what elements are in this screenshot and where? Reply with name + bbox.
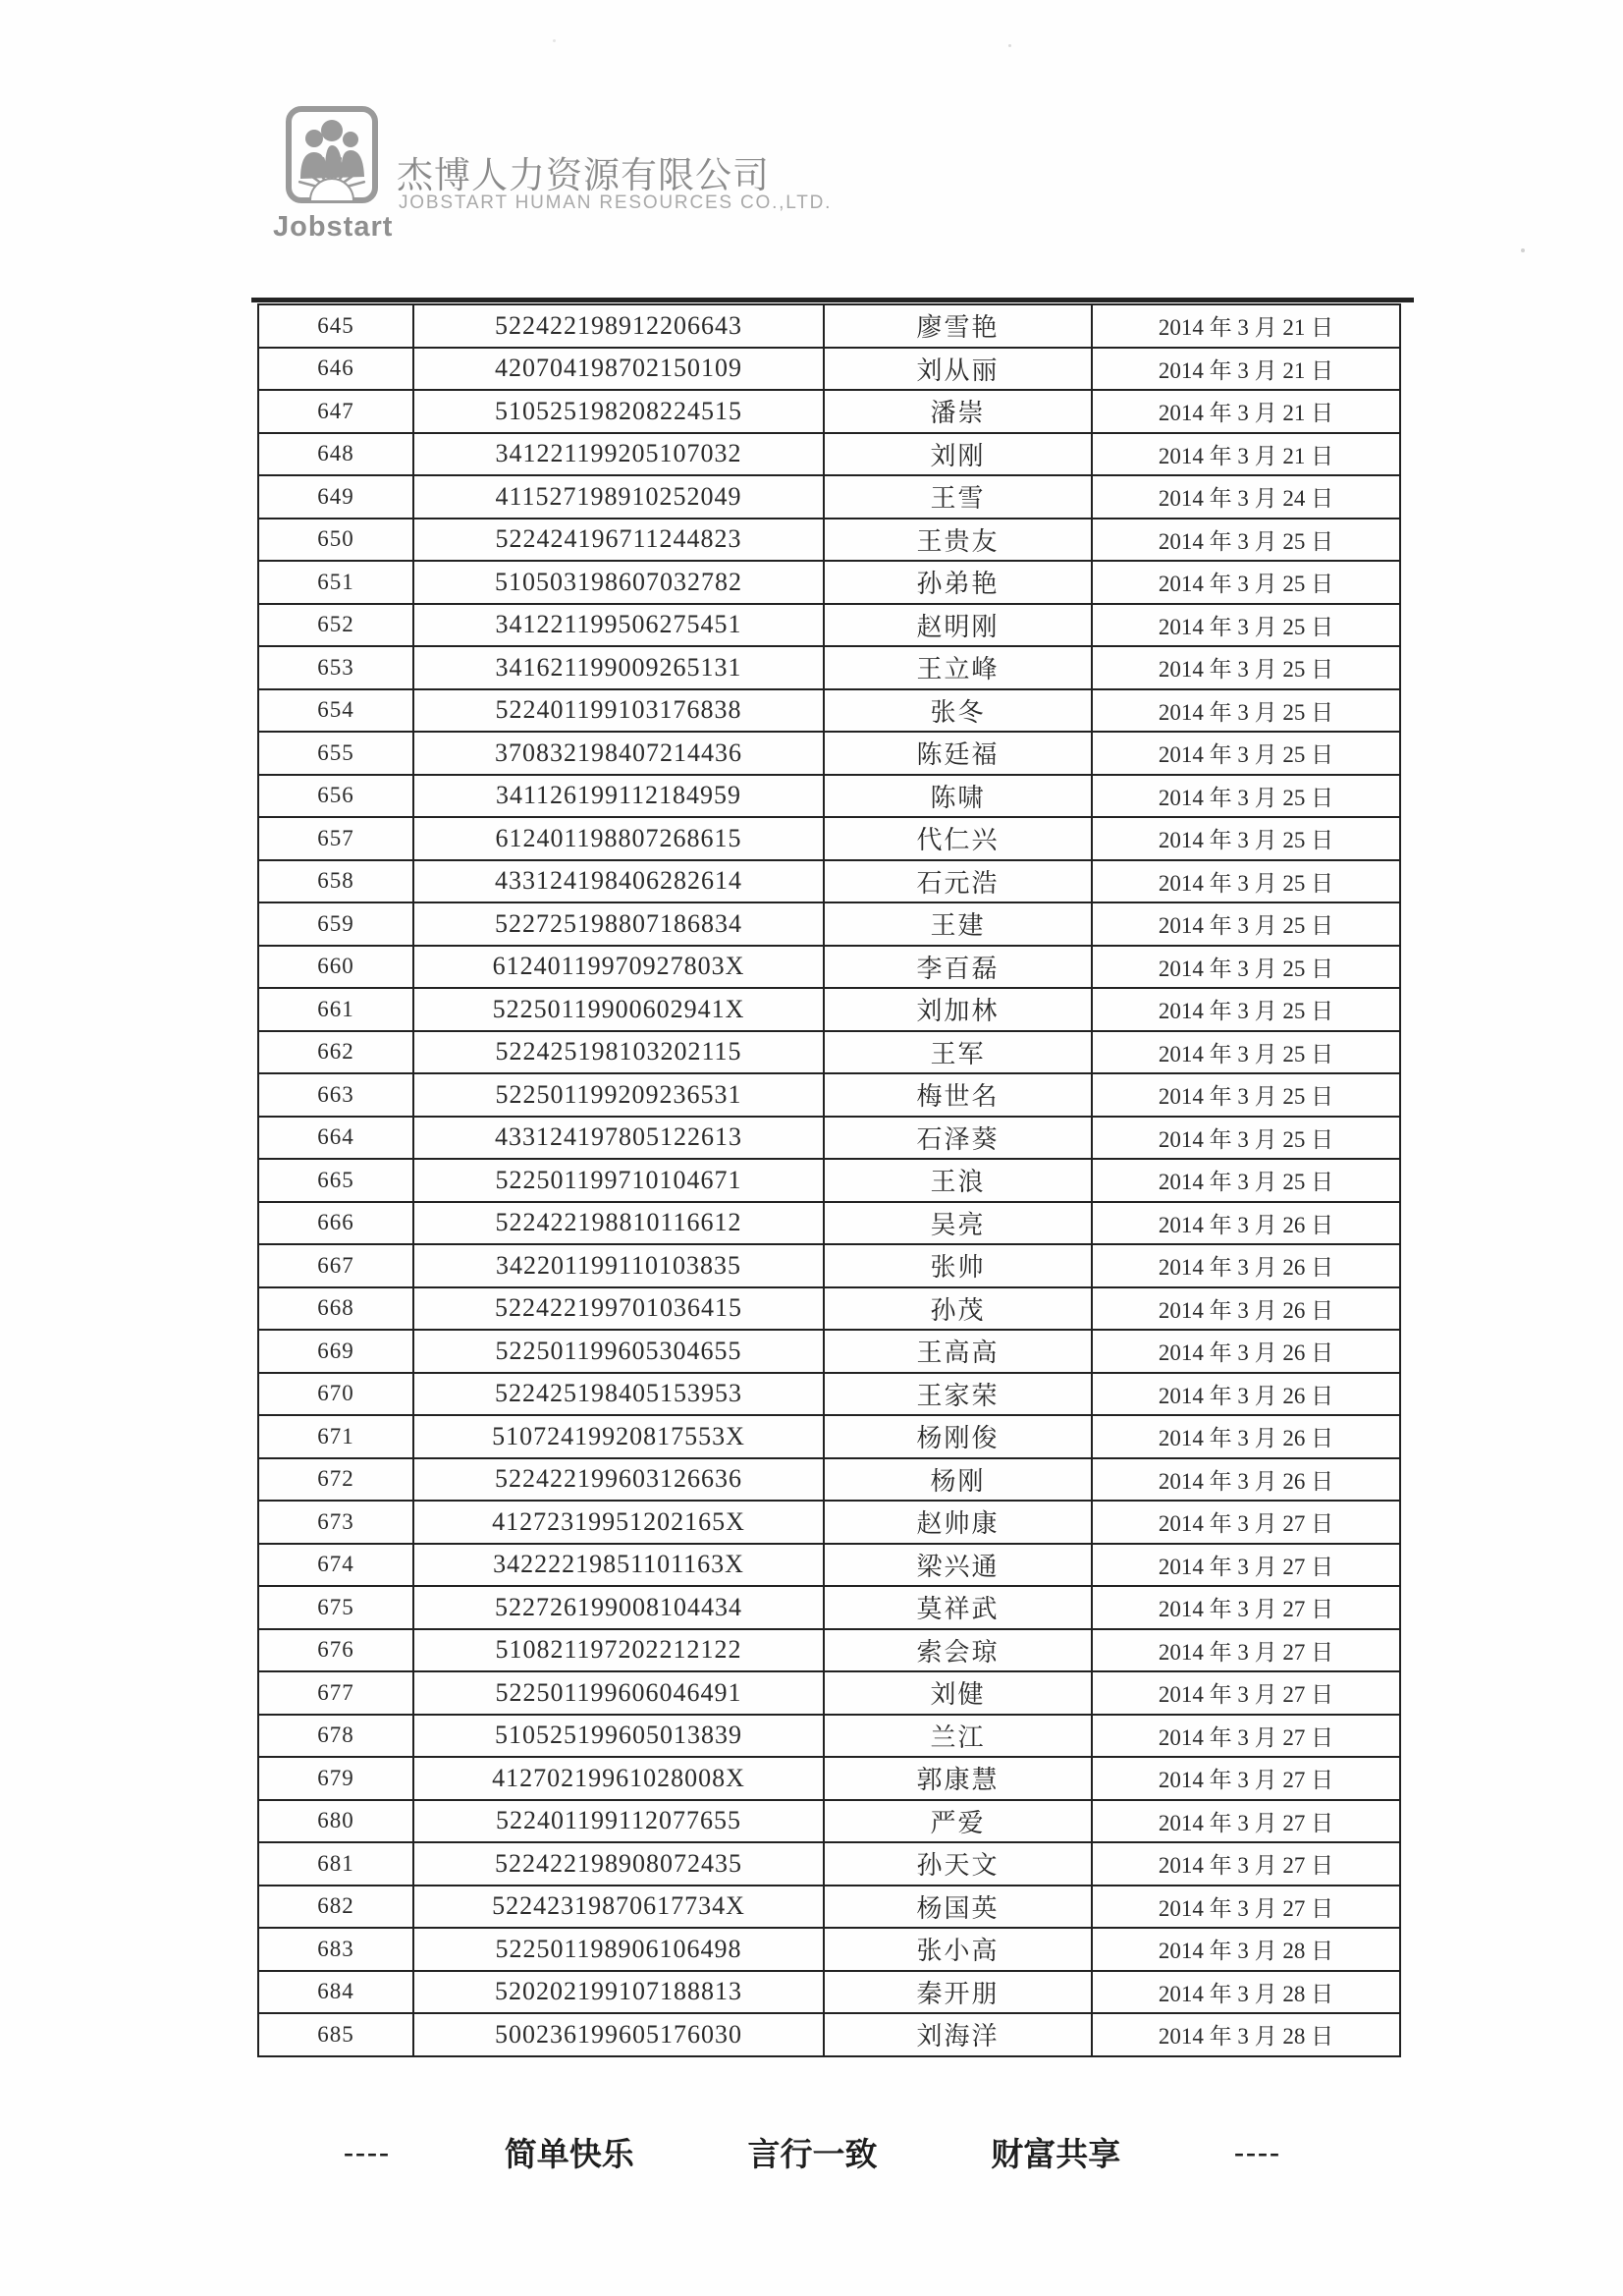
table-row xyxy=(258,1202,1400,1245)
table-row xyxy=(258,1330,1400,1373)
table-row xyxy=(258,1373,1400,1416)
date-cell: 2014 年 3 月 28 日 xyxy=(1092,2013,1400,2056)
date-cell: 2014 年 3 月 25 日 xyxy=(1092,775,1400,818)
name-cell: 孙天文 xyxy=(824,1842,1092,1886)
row-number-cell: 647 xyxy=(258,390,413,433)
date-cell: 2014 年 3 月 25 日 xyxy=(1092,646,1400,689)
date-cell: 2014 年 3 月 25 日 xyxy=(1092,817,1400,860)
name-cell: 刘海洋 xyxy=(824,2013,1092,2056)
table-row xyxy=(258,1757,1400,1800)
date-cell: 2014 年 3 月 25 日 xyxy=(1092,689,1400,733)
table-row xyxy=(258,1671,1400,1715)
id-number-cell: 341221199205107032 xyxy=(413,433,824,476)
company-name-en: JOBSTART HUMAN RESOURCES CO.,LTD. xyxy=(399,192,833,213)
row-number-cell: 649 xyxy=(258,475,413,519)
table-row xyxy=(258,1586,1400,1629)
id-number-cell: 522422199701036415 xyxy=(413,1287,824,1331)
id-number-cell: 522401199112077655 xyxy=(413,1800,824,1843)
id-number-cell: 520202199107188813 xyxy=(413,1971,824,2014)
row-number-cell: 681 xyxy=(258,1842,413,1886)
table-row xyxy=(258,304,1400,348)
row-number-cell: 670 xyxy=(258,1373,413,1416)
table-row xyxy=(258,604,1400,647)
date-cell: 2014 年 3 月 21 日 xyxy=(1092,304,1400,348)
table-row xyxy=(258,390,1400,433)
date-cell: 2014 年 3 月 27 日 xyxy=(1092,1586,1400,1629)
id-number-cell: 522424196711244823 xyxy=(413,519,824,562)
name-cell: 王军 xyxy=(824,1031,1092,1074)
name-cell: 陈廷福 xyxy=(824,732,1092,775)
table-row xyxy=(258,1244,1400,1287)
logo-block xyxy=(273,106,394,244)
table-row xyxy=(258,433,1400,476)
date-cell: 2014 年 3 月 26 日 xyxy=(1092,1373,1400,1416)
table-row xyxy=(258,1544,1400,1587)
row-number-cell: 662 xyxy=(258,1031,413,1074)
name-cell: 刘从丽 xyxy=(824,348,1092,391)
row-number-cell: 656 xyxy=(258,775,413,818)
table-row xyxy=(258,1287,1400,1331)
table-row xyxy=(258,946,1400,989)
date-cell: 2014 年 3 月 25 日 xyxy=(1092,946,1400,989)
name-cell: 潘崇 xyxy=(824,390,1092,433)
row-number-cell: 661 xyxy=(258,988,413,1031)
footer-slogan-words: 言行一致 xyxy=(747,2138,878,2173)
id-number-cell: 500236199605176030 xyxy=(413,2013,824,2056)
id-number-cell: 370832198407214436 xyxy=(413,732,824,775)
id-number-cell: 51072419920817553X xyxy=(413,1415,824,1458)
id-number-cell: 61240119970927803X xyxy=(413,946,824,989)
id-number-cell: 522422198912206643 xyxy=(413,304,824,348)
row-number-cell: 654 xyxy=(258,689,413,733)
row-number-cell: 663 xyxy=(258,1073,413,1117)
name-cell: 刘健 xyxy=(824,1671,1092,1715)
date-cell: 2014 年 3 月 27 日 xyxy=(1092,1629,1400,1672)
row-number-cell: 685 xyxy=(258,2013,413,2056)
id-number-cell: 522422198810116612 xyxy=(413,1202,824,1245)
date-cell: 2014 年 3 月 25 日 xyxy=(1092,860,1400,903)
name-cell: 杨刚俊 xyxy=(824,1415,1092,1458)
row-number-cell: 678 xyxy=(258,1715,413,1758)
table-row xyxy=(258,1073,1400,1117)
name-cell: 张小高 xyxy=(824,1928,1092,1971)
date-cell: 2014 年 3 月 25 日 xyxy=(1092,1159,1400,1202)
table-row xyxy=(258,1928,1400,1971)
name-cell: 赵帅康 xyxy=(824,1501,1092,1544)
table-row xyxy=(258,1117,1400,1160)
footer-slogans xyxy=(344,2129,1281,2175)
table-row xyxy=(258,689,1400,733)
date-cell: 2014 年 3 月 25 日 xyxy=(1092,988,1400,1031)
date-cell: 2014 年 3 月 26 日 xyxy=(1092,1415,1400,1458)
id-number-cell: 522422199603126636 xyxy=(413,1458,824,1502)
scan-speck xyxy=(553,39,556,42)
id-number-cell: 522501199605304655 xyxy=(413,1330,824,1373)
date-cell: 2014 年 3 月 27 日 xyxy=(1092,1886,1400,1929)
name-cell: 刘加林 xyxy=(824,988,1092,1031)
row-number-cell: 657 xyxy=(258,817,413,860)
date-cell: 2014 年 3 月 28 日 xyxy=(1092,1971,1400,2014)
name-cell: 郭康慧 xyxy=(824,1757,1092,1800)
table-top-rule xyxy=(251,298,1414,302)
id-number-cell: 612401198807268615 xyxy=(413,817,824,860)
row-number-cell: 677 xyxy=(258,1671,413,1715)
table-row xyxy=(258,2013,1400,2056)
table-row xyxy=(258,988,1400,1031)
date-cell: 2014 年 3 月 24 日 xyxy=(1092,475,1400,519)
scan-speck xyxy=(1521,248,1525,252)
table-row xyxy=(258,1800,1400,1843)
table-row xyxy=(258,1159,1400,1202)
id-number-cell: 342201199110103835 xyxy=(413,1244,824,1287)
name-cell: 梅世名 xyxy=(824,1073,1092,1117)
table-row xyxy=(258,732,1400,775)
id-number-cell: 522501199710104671 xyxy=(413,1159,824,1202)
table-row xyxy=(258,1715,1400,1758)
row-number-cell: 659 xyxy=(258,902,413,946)
date-cell: 2014 年 3 月 25 日 xyxy=(1092,561,1400,604)
date-cell: 2014 年 3 月 27 日 xyxy=(1092,1715,1400,1758)
date-cell: 2014 年 3 月 25 日 xyxy=(1092,1031,1400,1074)
id-number-cell: 522501199209236531 xyxy=(413,1073,824,1117)
name-cell: 石元浩 xyxy=(824,860,1092,903)
date-cell: 2014 年 3 月 25 日 xyxy=(1092,902,1400,946)
row-number-cell: 645 xyxy=(258,304,413,348)
name-cell: 杨刚 xyxy=(824,1458,1092,1502)
id-number-cell: 341126199112184959 xyxy=(413,775,824,818)
date-cell: 2014 年 3 月 21 日 xyxy=(1092,433,1400,476)
row-number-cell: 646 xyxy=(258,348,413,391)
footer-dash-left: ---- xyxy=(344,2135,391,2168)
table-row xyxy=(258,1629,1400,1672)
scan-speck xyxy=(1008,44,1011,47)
name-cell: 吴亮 xyxy=(824,1202,1092,1245)
name-cell: 杨国英 xyxy=(824,1886,1092,1929)
name-cell: 王贵友 xyxy=(824,519,1092,562)
name-cell: 刘刚 xyxy=(824,433,1092,476)
footer-slogan-wealth: 财富共享 xyxy=(991,2138,1121,2173)
table-row xyxy=(258,348,1400,391)
id-number-cell: 341621199009265131 xyxy=(413,646,824,689)
row-number-cell: 667 xyxy=(258,1244,413,1287)
name-cell: 莫祥武 xyxy=(824,1586,1092,1629)
date-cell: 2014 年 3 月 21 日 xyxy=(1092,390,1400,433)
id-number-cell: 510525199605013839 xyxy=(413,1715,824,1758)
date-cell: 2014 年 3 月 26 日 xyxy=(1092,1458,1400,1502)
id-number-cell: 522401199103176838 xyxy=(413,689,824,733)
row-number-cell: 682 xyxy=(258,1886,413,1929)
roster-table xyxy=(257,303,1401,2057)
name-cell: 王建 xyxy=(824,902,1092,946)
table-row xyxy=(258,817,1400,860)
date-cell: 2014 年 3 月 27 日 xyxy=(1092,1671,1400,1715)
table-row xyxy=(258,1031,1400,1074)
id-number-cell: 522425198103202115 xyxy=(413,1031,824,1074)
id-number-cell: 34222219851101163X xyxy=(413,1544,824,1587)
id-number-cell: 522501198906106498 xyxy=(413,1928,824,1971)
table-row xyxy=(258,1501,1400,1544)
name-cell: 王家荣 xyxy=(824,1373,1092,1416)
id-number-cell: 522425198405153953 xyxy=(413,1373,824,1416)
id-number-cell: 411527198910252049 xyxy=(413,475,824,519)
id-number-cell: 41272319951202165X xyxy=(413,1501,824,1544)
row-number-cell: 684 xyxy=(258,1971,413,2014)
row-number-cell: 652 xyxy=(258,604,413,647)
row-number-cell: 660 xyxy=(258,946,413,989)
name-cell: 索会琼 xyxy=(824,1629,1092,1672)
date-cell: 2014 年 3 月 27 日 xyxy=(1092,1544,1400,1587)
logo-wordmark: Jobstart xyxy=(273,211,394,243)
date-cell: 2014 年 3 月 28 日 xyxy=(1092,1928,1400,1971)
row-number-cell: 650 xyxy=(258,519,413,562)
date-cell: 2014 年 3 月 25 日 xyxy=(1092,732,1400,775)
name-cell: 廖雪艳 xyxy=(824,304,1092,348)
name-cell: 秦开朋 xyxy=(824,1971,1092,2014)
date-cell: 2014 年 3 月 27 日 xyxy=(1092,1800,1400,1843)
table-row xyxy=(258,475,1400,519)
id-number-cell: 522725198807186834 xyxy=(413,902,824,946)
name-cell: 孙弟艳 xyxy=(824,561,1092,604)
table-row xyxy=(258,1458,1400,1502)
row-number-cell: 665 xyxy=(258,1159,413,1202)
row-number-cell: 666 xyxy=(258,1202,413,1245)
id-number-cell: 52250119900602941X xyxy=(413,988,824,1031)
table-row xyxy=(258,1971,1400,2014)
id-number-cell: 522501199606046491 xyxy=(413,1671,824,1715)
row-number-cell: 671 xyxy=(258,1415,413,1458)
date-cell: 2014 年 3 月 26 日 xyxy=(1092,1202,1400,1245)
table-row xyxy=(258,775,1400,818)
footer-slogan-simple: 简单快乐 xyxy=(504,2138,634,2173)
id-number-cell: 433124198406282614 xyxy=(413,860,824,903)
id-number-cell: 52242319870617734X xyxy=(413,1886,824,1929)
name-cell: 王浪 xyxy=(824,1159,1092,1202)
date-cell: 2014 年 3 月 21 日 xyxy=(1092,348,1400,391)
id-number-cell: 510525198208224515 xyxy=(413,390,824,433)
row-number-cell: 658 xyxy=(258,860,413,903)
date-cell: 2014 年 3 月 25 日 xyxy=(1092,1117,1400,1160)
row-number-cell: 679 xyxy=(258,1757,413,1800)
company-name-zh: 杰博人力资源有限公司 xyxy=(397,156,770,196)
name-cell: 王雪 xyxy=(824,475,1092,519)
row-number-cell: 675 xyxy=(258,1586,413,1629)
row-number-cell: 664 xyxy=(258,1117,413,1160)
table-row xyxy=(258,1415,1400,1458)
date-cell: 2014 年 3 月 25 日 xyxy=(1092,604,1400,647)
name-cell: 李百磊 xyxy=(824,946,1092,989)
date-cell: 2014 年 3 月 25 日 xyxy=(1092,519,1400,562)
date-cell: 2014 年 3 月 27 日 xyxy=(1092,1757,1400,1800)
date-cell: 2014 年 3 月 27 日 xyxy=(1092,1842,1400,1886)
id-number-cell: 341221199506275451 xyxy=(413,604,824,647)
id-number-cell: 522422198908072435 xyxy=(413,1842,824,1886)
table-row xyxy=(258,519,1400,562)
table-row xyxy=(258,1842,1400,1886)
footer-dash-right: ---- xyxy=(1234,2135,1281,2168)
row-number-cell: 655 xyxy=(258,732,413,775)
date-cell: 2014 年 3 月 26 日 xyxy=(1092,1330,1400,1373)
id-number-cell: 510821197202212122 xyxy=(413,1629,824,1672)
name-cell: 王高高 xyxy=(824,1330,1092,1373)
table-row xyxy=(258,561,1400,604)
name-cell: 张冬 xyxy=(824,689,1092,733)
table-row xyxy=(258,860,1400,903)
row-number-cell: 683 xyxy=(258,1928,413,1971)
date-cell: 2014 年 3 月 27 日 xyxy=(1092,1501,1400,1544)
row-number-cell: 676 xyxy=(258,1629,413,1672)
id-number-cell: 41270219961028008X xyxy=(413,1757,824,1800)
id-number-cell: 510503198607032782 xyxy=(413,561,824,604)
id-number-cell: 433124197805122613 xyxy=(413,1117,824,1160)
id-number-cell: 420704198702150109 xyxy=(413,348,824,391)
name-cell: 张帅 xyxy=(824,1244,1092,1287)
jobstart-logo-icon xyxy=(285,106,379,204)
name-cell: 代仁兴 xyxy=(824,817,1092,860)
id-number-cell: 522726199008104434 xyxy=(413,1586,824,1629)
name-cell: 严爱 xyxy=(824,1800,1092,1843)
date-cell: 2014 年 3 月 26 日 xyxy=(1092,1287,1400,1331)
row-number-cell: 668 xyxy=(258,1287,413,1331)
date-cell: 2014 年 3 月 26 日 xyxy=(1092,1244,1400,1287)
row-number-cell: 672 xyxy=(258,1458,413,1502)
name-cell: 兰江 xyxy=(824,1715,1092,1758)
name-cell: 梁兴通 xyxy=(824,1544,1092,1587)
table-row xyxy=(258,902,1400,946)
row-number-cell: 674 xyxy=(258,1544,413,1587)
name-cell: 陈啸 xyxy=(824,775,1092,818)
name-cell: 王立峰 xyxy=(824,646,1092,689)
row-number-cell: 653 xyxy=(258,646,413,689)
name-cell: 孙茂 xyxy=(824,1287,1092,1331)
row-number-cell: 680 xyxy=(258,1800,413,1843)
row-number-cell: 669 xyxy=(258,1330,413,1373)
name-cell: 石泽葵 xyxy=(824,1117,1092,1160)
table-row xyxy=(258,1886,1400,1929)
roster-table-body xyxy=(258,304,1400,2056)
date-cell: 2014 年 3 月 25 日 xyxy=(1092,1073,1400,1117)
row-number-cell: 648 xyxy=(258,433,413,476)
name-cell: 赵明刚 xyxy=(824,604,1092,647)
row-number-cell: 651 xyxy=(258,561,413,604)
row-number-cell: 673 xyxy=(258,1501,413,1544)
table-row xyxy=(258,646,1400,689)
